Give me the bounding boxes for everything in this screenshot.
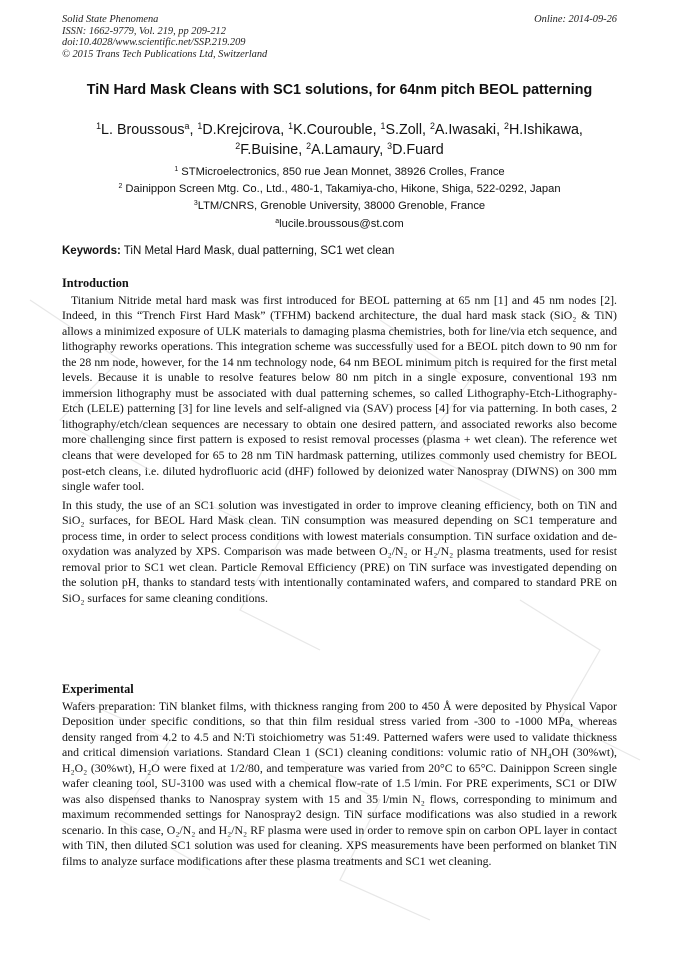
- keywords-label: Keywords:: [62, 245, 121, 257]
- doi-line: doi:10.4028/www.scientific.net/SSP.219.209: [62, 37, 246, 49]
- affiliation-2: $^2$ Dainippon Screen Mtg. Co., Ltd., 480-1, Takamiya-cho, Hikone, Shiga, 522-0292, Japan: [118, 183, 561, 196]
- experimental-section: [62, 682, 617, 870]
- intro-paragraph-2: In this study, the use of an SC1 solution was investigated in order to improve cleaning efficiency, both on TiN and SiO₂ surfaces, for BEOL Hard Mask clean. TiN consumption was measured depending on SC1 temperature and process time, in order to select process conditions with lowest materials consumption. TiN surface oxidation and de-oxydation was analyzed by XPS. Comparison was made between O₂/N₂ or H₂/N₂ plasma treatments, used for resist removal prior to SC1 wet clean. Particle Removal Efficiency (PRE) on TiN surface was investigated depending on the solution pH, thanks to standard tests with intentionally contaminated wafers, and compared to standard PRE on SiO₂ surfaces for same cleaning conditions.: [62, 497, 617, 605]
- author: $^2$H.Ishikawa: [504, 121, 579, 138]
- keywords-text: TiN Metal Hard Mask, dual patterning, SC1 wet clean: [123, 245, 395, 257]
- journal-header: [62, 14, 617, 60]
- affiliations: [62, 164, 617, 233]
- affiliation-1: $^1$ STMicroelectronics, 850 rue Jean Monnet, 38926 Crolles, France: [174, 166, 505, 178]
- affiliation-3: $^3$LTM/CNRS, Grenoble University, 38000 Grenoble, France: [193, 200, 486, 213]
- keywords-line: [62, 243, 617, 259]
- experimental-paragraph-1: Wafers preparation: TiN blanket films, with thickness ranging from 200 to 450 Å were deposited by Physical Vapor Deposition under specific conditions, so that thin film residual stress varied from -300 to -1000 MPa, whereas density ranged from 4.2 to 4.5 and N:Ti stoichiometry was 51:49. Patterned wafers were used to validate thickness and critical dimension variations. Standard Clean 1 (SC1) cleaning conditions: volumic ratio of NH₄OH (30%wt), H₂O₂ (30%wt), H₂O were fixed at 1/2/80, and temperature was varied from 20°C to 65°C. Dainippon Screen single wafer cleaning tool, SU-3100 was used with a chemical flow-rate of 1.5 l/min. For PRE experiments, SC1 or DIW was also dispensed thanks to Nanospray system with 15 and 35 l/min N₂ flows, corresponding to minimum and maximum recommended settings for Nanospray2 design. TiN surface modifications was also studied in a rework scenario. In this case, O₂/N₂ and H₂/N₂ RF plasma were used in order to remove spin on carbon OPL layer in contact with TiN, then diluted SC1 solution was used for cleaning. XPS measurements have been performed on blanket TiN films to analyze surface modifications after these plasma treatments and SC1 wet cleaning.: [62, 698, 617, 869]
- author: $^2$A.Lamaury: [306, 140, 380, 158]
- author: $^1$S.Zoll: [380, 121, 422, 138]
- issn-line: ISSN: 1662-9779, Vol. 219, pp 209-212: [62, 25, 226, 37]
- author: $^1$K.Courouble: [288, 121, 373, 138]
- section-heading-introduction: Introduction: [62, 276, 129, 290]
- copyright-line: © 2015 Trans Tech Publications Ltd, Switzerland: [62, 48, 268, 60]
- author: $^1$D.Krejcirova: [197, 121, 281, 138]
- intro-paragraph-1: Titanium Nitride metal hard mask was first introduced for BEOL patterning at 65 nm [1] and 45 nm nodes [2]. Indeed, in this “Trench First Hard Mask” (TFHM) backend architecture, the dual hard mask stack (SiO₂ & TiN) allows a minimized exposure of ULK materials to damaging plasma chemistries, both for line/via etch sequence, and lithography reworks operations. This integration scheme was successfully used for a BEOL pitch down to 90 nm for the 28 nm node, however, for the 14 nm technology node, 64 nm BEOL minimum pitch is required for the first metal levels. Because it is unable to resolve features below 80 nm pitch in a single exposure, conventional 193 nm immersion lithography must be associated with dual patterning schemes, so called Lithography-Etch-Lithography-Etch (LELE) patterning [3] for line levels and self-aligned via (SAV) process [4] for via patterning. In both cases, 2 lithography/etch/clean sequences are necessary to obtain one desired pattern, and associated reworks also become more challenging since first pattern is exposed to resist removal processes (plasma + wet clean). The reference wet cleans that were developed for 65 to 28 nm TiN hardmask patterning, utilizes commonly used chemistry for BEOL post-etch cleans, i.e. diluted hydrofluoric acid (dHF) followed by deionized water Nanospray (DIWNS) on 300 mm single wafer tool.: [62, 292, 617, 494]
- author: $^3$D.Fuard: [387, 140, 444, 158]
- author-list: $^1$L. Broussous$^a$, $^1$D.Krejcirova, $^1$K.Courouble, $^1$S.Zoll, $^2$A.Iwasaki, $^2$H.Ishikawa, $^2$F.Buisine, $^2$A.Lamaury, $^3$D.Fuard: [96, 121, 583, 158]
- section-heading-experimental: Experimental: [62, 682, 134, 696]
- contact-email: $^a$lucile.broussous@st.com: [275, 217, 404, 230]
- author: $^1$L. Broussous$^a$: [96, 121, 190, 138]
- online-date: Online: 2014-09-26: [534, 14, 617, 25]
- introduction-section: [62, 276, 617, 606]
- author: $^2$A.Iwasaki: [429, 121, 497, 138]
- journal-name: Solid State Phenomena: [62, 14, 159, 25]
- paper-title: TiN Hard Mask Cleans with SC1 solutions, for 64nm pitch BEOL patterning: [86, 82, 593, 98]
- author: $^2$F.Buisine: [235, 140, 299, 158]
